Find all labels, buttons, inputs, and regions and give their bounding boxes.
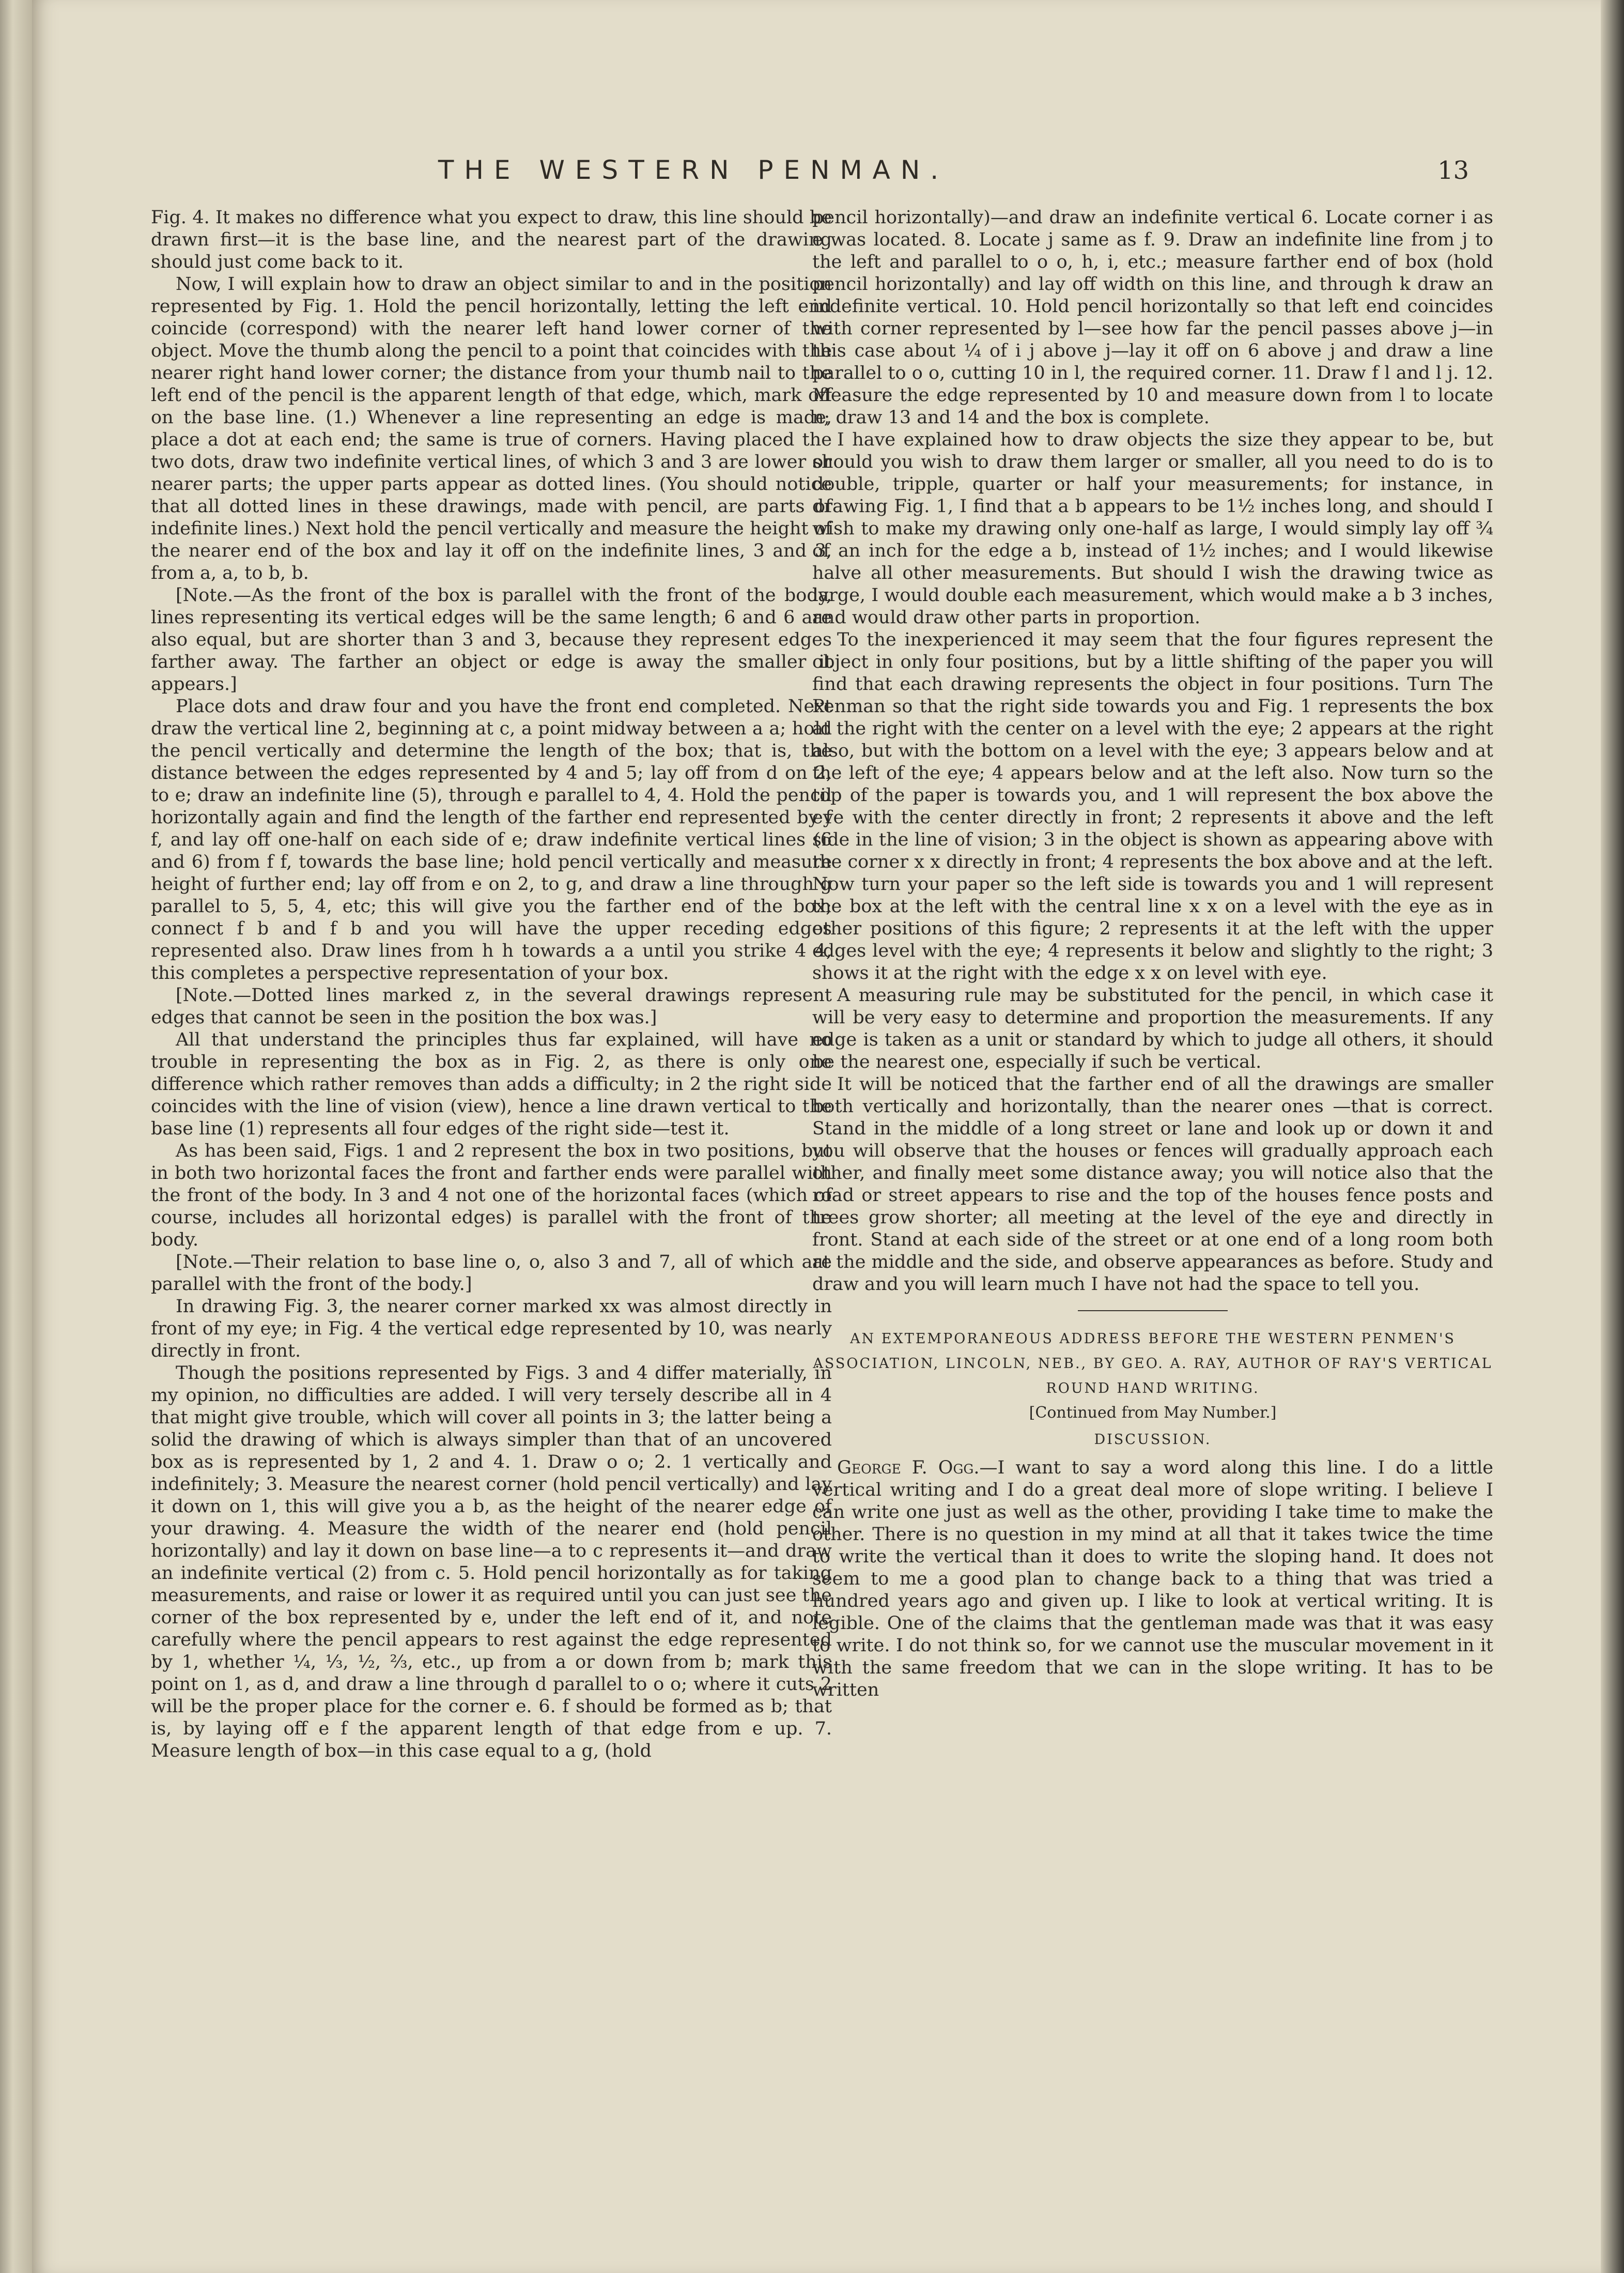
paragraph: A measuring rule may be substituted for the pencil, in which case it will be very easy to determine and proportion the measurements. If any edge is taken as a unit or standard by which to judge all others, it should be the nearest one, especially if such be vertical. (812, 985, 1493, 1072)
continued-note: [Continued from May Number.] (1029, 1404, 1277, 1422)
speaker-name: George F. Ogg. (837, 1457, 980, 1478)
page-number: 13 (1437, 156, 1470, 185)
paragraph: To the inexperienced it may seem that the four figures represent the object in only four positions, but by a little shifting of the paper you will find that each drawing represents the object in four positions. Turn The Penman so that the right side towards you and Fig. 1 represents the box at the right with the center on a level with the eye; 2 appears at the right also, but with the bottom on a level with the eye; 3 appears below and at the left of the eye; 4 appears below and at the left also. Now turn so the top of the paper is towards you, and 1 will represent the box above the eye with the center directly in front; 2 represents it above and the left side in the line of vision; 3 in the object is shown as appearing above with the corner x x directly in front; 4 represents the box above and at the left. Now turn your paper so the left side is towards you and 1 will represent the box at the left with the central line x x on a level with the eye as in other positions of this figure; 2 represents it at the left with the upper edges level with the eye; 4 represents it below and slightly to the right; 3 shows it at the right with the edge x x on level with eye. (812, 629, 1493, 984)
article-heading: AN EXTEMPORANEOUS ADDRESS BEFORE THE WESTERN PENMEN'S ASSOCIATION, LINCOLN, NEB., BY GEO. A. RAY, AUTHOR OF RAY'S VERTICAL ROUND HAND WRITING. (813, 1331, 1493, 1396)
paragraph: pencil horizontally)—and draw an indefinite vertical 6. Locate corner i as e was located. 8. Locate j same as f. 9. Draw an indefinite line from j to the left and parallel to o o, h, i, etc.; measure farther end of box (hold pencil horizontally) and lay off width on this line, and through k draw an indefinite vertical. 10. Hold pencil horizontally so that left end coincides with corner represented by l—see how far the pencil passes above j—in this case about ¼ of i j above j—lay it off on 6 above j and draw a line parallel to o o, cutting 10 in l, the required corner. 11. Draw f l and l j. 12. Measure the edge represented by 10 and measure down from l to locate n; draw 13 and 14 and the box is complete. (812, 207, 1493, 428)
paragraph: Fig. 4. It makes no difference what you expect to draw, this line should be drawn first—it is the base line, and the nearest part of the drawing should just come back to it. (151, 207, 832, 272)
masthead-title: THE WESTERN PENMAN. (438, 155, 949, 185)
discussion-text: —I want to say a word along this line. I do a little vertical writing and I do a great deal more of slope writing. I believe I can write one just as well as the other, providing I take time to make the other. There is no question in my mind at all that it takes twice the time to write the vertical than it does to write the sloping hand. It does not seem to me a good plan to change back to a thing that was tried a hundred years ago and given up. I like to look at vertical writing. It is legible. One of the claims that the gentleman made was that it was easy to write. I do not think so, for we cannot use the muscular movement in it with the same freedom that we can in the slope writing. It has to be written (812, 1457, 1493, 1700)
paragraph: Now, I will explain how to draw an object similar to and in the position represented by Fig. 1. Hold the pencil horizontally, letting the left end coincide (correspond) with the nearer left hand lower corner of the object. Move the thumb along the pencil to a point that coincides with the nearer right hand lower corner; the distance from your thumb nail to the left end of the pencil is the apparent length of that edge, which, mark off on the base line. (1.) Whenever a line representing an edge is made, place a dot at each end; the same is true of corners. Having placed the two dots, draw two indefinite vertical lines, of which 3 and 3 are lower or nearer parts; the upper parts appear as dotted lines. (You should notice that all dotted lines in these drawings, made with pencil, are parts of indefinite lines.) Next hold the pencil vertically and measure the height of the nearer end of the box and lay it off on the indefinite lines, 3 and 3, from a, a, to b, b. (151, 274, 832, 583)
facing-page-edge (0, 0, 32, 2273)
discussion-paragraph (812, 1457, 1493, 1701)
magazine-page (32, 0, 1601, 2273)
note-paragraph: [Note.—As the front of the box is parallel with the front of the body, lines representing its vertical edges will be the same length; 6 and 6 are also equal, but are shorter than 3 and 3, because they represent edges farther away. The farther an object or edge is away the smaller it appears.] (151, 585, 832, 695)
paragraph: It will be noticed that the farther end of all the drawings are smaller both vertically and horizontally, than the nearer ones —that is correct. Stand in the middle of a long street or lane and look up or down it and you will observe that the houses or fences will gradually approach each other, and finally meet some distance away; you will notice also that the road or street appears to rise and the top of the houses fence posts and trees grow shorter; all meeting at the level of the eye and directly in front. Stand at each side of the street or at one end of a long room both at the middle and the side, and observe appearances as before. Study and draw and you will learn much I have not had the space to tell you. (812, 1074, 1493, 1295)
section-divider (1078, 1310, 1228, 1311)
paragraph: In drawing Fig. 3, the nearer corner marked xx was almost directly in front of my eye; in Fig. 4 the vertical edge represented by 10, was nearly directly in front. (151, 1296, 832, 1361)
note-paragraph: [Note.—Their relation to base line o, o, also 3 and 7, all of which are parallel with the front of the body.] (151, 1252, 832, 1295)
note-paragraph: [Note.—Dotted lines marked z, in the several drawings represent edges that cannot be seen in the position the box was.] (151, 985, 832, 1028)
section-title: DISCUSSION. (1094, 1432, 1212, 1448)
page-shadow-edge (1601, 0, 1624, 2273)
right-column (812, 207, 1493, 1701)
paragraph: Though the positions represented by Figs. 3 and 4 differ materially, in my opinion, no difficulties are added. I will very tersely describe all in 4 that might give trouble, which will cover all points in 3; the latter being a solid the drawing of which is always simpler than that of an uncovered box as is represented by 1, 2 and 4. 1. Draw o o; 2. 1 vertically and indefinitely; 3. Measure the nearest corner (hold pencil vertically) and lay it down on 1, this will give you a b, as the height of the nearer edge of your drawing. 4. Measure the width of the nearer end (hold pencil horizontally) and lay it down on base line—a to c represents it—and draw an indefinite vertical (2) from c. 5. Hold pencil horizontally as for taking measurements, and raise or lower it as required until you can just see the corner of the box represented by e, under the left end of it, and note carefully where the pencil appears to rest against the edge represented by 1, whether ¼, ⅓, ½, ⅔, etc., up from a or down from b; mark this point on 1, as d, and draw a line through d parallel to o o; where it cuts 2 will be the proper place for the corner e. 6. f should be formed as b; that is, by laying off e f the apparent length of that edge from e up. 7. Measure length of box—in this case equal to a g, (hold (151, 1363, 832, 1761)
paragraph: All that understand the principles thus far explained, will have no trouble in representing the box as in Fig. 2, as there is only one difference which rather removes than adds a difficulty; in 2 the right side coincides with the line of vision (view), hence a line drawn vertical to the base line (1) represents all four edges of the right side—test it. (151, 1030, 832, 1139)
paragraph: I have explained how to draw objects the size they appear to be, but should you wish to draw them larger or smaller, all you need to do is to double, tripple, quarter or half your measurements; for instance, in drawing Fig. 1, I find that a b appears to be 1½ inches long, and should I wish to make my drawing only one-half as large, I would simply lay off ¾ of an inch for the edge a b, instead of 1½ inches; and I would likewise halve all other measurements. But should I wish the drawing twice as large, I would double each measurement, which would make a b 3 inches, and would draw other parts in proportion. (812, 429, 1493, 628)
paragraph: As has been said, Figs. 1 and 2 represent the box in two positions, but in both two horizontal faces the front and farther ends were parallel with the front of the body. In 3 and 4 not one of the horizontal faces (which of course, includes all horizontal edges) is parallel with the front of the body. (151, 1141, 832, 1250)
paragraph: Place dots and draw four and you have the front end completed. Next draw the vertical line 2, beginning at c, a point midway between a a; hold the pencil vertically and determine the length of the box; that is, the distance between the edges represented by 4 and 5; lay off from d on 2, to e; draw an indefinite line (5), through e parallel to 4, 4. Hold the pencil horizontally again and find the length of the farther end represented by f f, and lay off one-half on each side of e; draw indefinite vertical lines (6 and 6) from f f, towards the base line; hold pencil vertically and measure height of further end; lay off from e on 2, to g, and draw a line through g parallel to 5, 5, 4, etc; this will give you the farther end of the box; connect f b and f b and you will have the upper receding edges represented also. Draw lines from h h towards a a until you strike 4 4, this completes a perspective representation of your box. (151, 696, 832, 984)
left-column (151, 207, 832, 1762)
